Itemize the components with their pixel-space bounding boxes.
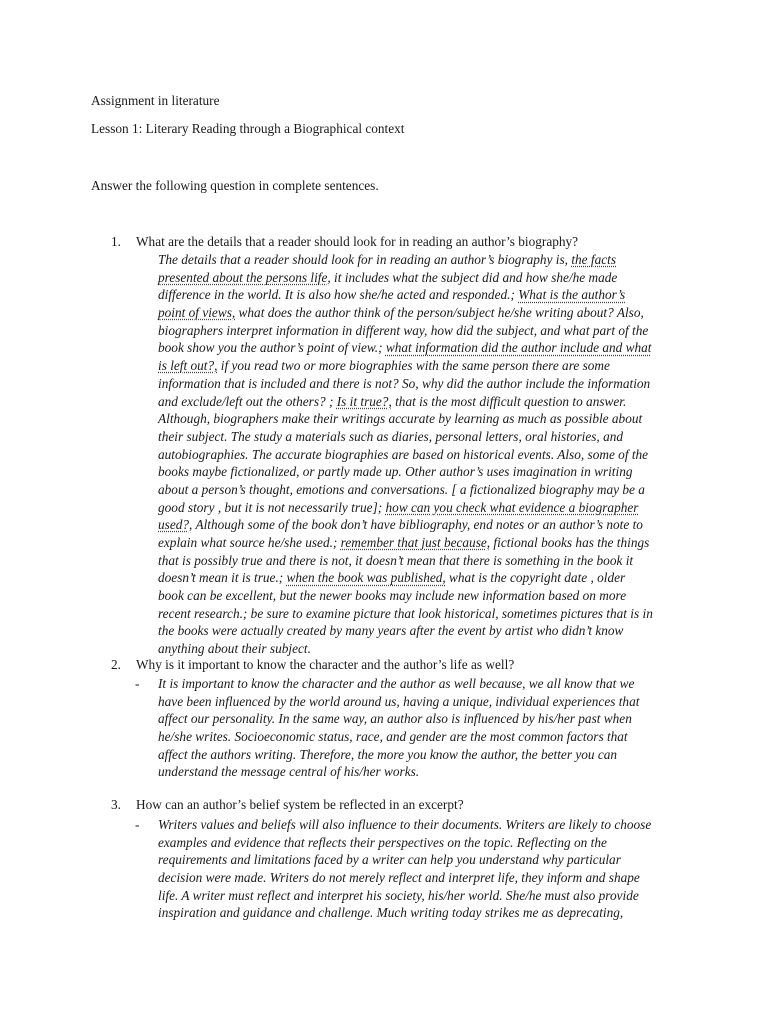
answer-text: if you read two or more biographies with the same person there are some bbox=[217, 358, 610, 374]
answer-text: book show you the author’s point of view.; bbox=[158, 340, 386, 356]
answer-text: good story , but it is not necessarily true]; bbox=[158, 499, 386, 515]
answer-line bbox=[158, 481, 688, 499]
answer-line bbox=[158, 887, 688, 905]
answer-text: have been influenced by the world around us, having a unique, individual experiences that bbox=[158, 693, 640, 709]
answer-line bbox=[158, 851, 688, 869]
underlined-phrase: presented about the persons life, bbox=[158, 269, 331, 285]
question-number: 1. bbox=[111, 234, 121, 249]
document-title: Assignment in literature bbox=[91, 93, 220, 108]
answer-line bbox=[158, 534, 688, 552]
answer-line bbox=[158, 446, 688, 464]
answer-text: what is the copyright date , older bbox=[445, 570, 626, 586]
question-number: 2. bbox=[111, 657, 121, 672]
answer-text: Although some of the book don’t have bibliography, end notes or an author’s note to bbox=[192, 517, 643, 533]
answer-line bbox=[158, 904, 688, 922]
answer-line bbox=[158, 816, 688, 834]
question-number: 3. bbox=[111, 797, 121, 812]
answer-3 bbox=[158, 816, 688, 922]
instruction-text: Answer the following question in complete sentences. bbox=[91, 178, 379, 193]
answer-line bbox=[158, 286, 688, 304]
answer-text: anything about their subject. bbox=[158, 641, 311, 657]
answer-text: the books were actually created by many years after the event by artist who didn’t know bbox=[158, 623, 624, 639]
answer-text: that is the most difficult question to answer. bbox=[391, 393, 627, 409]
answer-text: information that is included and there is not? So, why did the author include the information bbox=[158, 375, 651, 391]
question-3 bbox=[111, 797, 711, 813]
answer-line bbox=[158, 322, 688, 340]
answer-line bbox=[158, 869, 688, 887]
answer-line bbox=[158, 763, 688, 781]
underlined-phrase: remember that just because, bbox=[340, 535, 491, 550]
underlined-phrase: how can you check what evidence a biographer bbox=[385, 499, 639, 515]
question-text: What are the details that a reader should look for in reading an author’s biography? bbox=[136, 234, 579, 249]
answer-line bbox=[158, 640, 688, 658]
answer-line bbox=[158, 410, 688, 428]
question-text: Why is it important to know the character and the author’s life as well? bbox=[136, 657, 515, 672]
answer-bullet: - bbox=[135, 676, 140, 691]
underlined-phrase: used?, bbox=[158, 517, 193, 533]
answer-text: inspiration and guidance and challenge. Much writing today strikes me as deprecating, bbox=[158, 905, 624, 921]
answer-line bbox=[158, 428, 688, 446]
answer-text: autobiographies. The accurate biographies are based on historical events. Also, some of the bbox=[158, 446, 649, 462]
answer-text: book can be excellent, but the newer books may include new information based on more bbox=[158, 588, 627, 604]
answer-line bbox=[158, 622, 688, 640]
answer-text: Writers values and beliefs will also influence to their documents. Writers are likely to choose bbox=[158, 817, 652, 832]
answer-text: books maybe fictionalized, or partly made up. Other author’s uses imagination in writing bbox=[158, 464, 633, 480]
answer-text: decision were made. Writers do not merely reflect and interpret life, they inform and shape bbox=[158, 870, 640, 886]
answer-text: affect our personality. In the same way, an author also is influenced by his/her past when bbox=[158, 711, 632, 727]
answer-line bbox=[158, 746, 688, 764]
answer-text: recent research.; be sure to examine picture that look historical, sometimes pictures that is in bbox=[158, 605, 653, 621]
answer-line bbox=[158, 552, 688, 570]
answer-text: their subject. The study a materials such as diaries, personal letters, oral histories, and bbox=[158, 428, 624, 444]
answer-line bbox=[158, 393, 688, 411]
answer-text: Although, biographers make their writings accurate by learning as much as possible about bbox=[158, 411, 643, 427]
question-1 bbox=[111, 234, 711, 250]
answer-bullet: - bbox=[135, 817, 140, 832]
answer-text: what does the author think of the person/subject he/she writing about? Also, bbox=[235, 305, 644, 321]
answer-line bbox=[158, 675, 688, 693]
answer-text: examples and evidence that reflects their perspectives on the topic. Reflecting on the bbox=[158, 834, 607, 850]
answer-line bbox=[158, 251, 688, 269]
underlined-phrase: the facts bbox=[571, 252, 617, 267]
underlined-phrase: point of views, bbox=[158, 305, 236, 321]
answer-text: affect the authors writing. Therefore, the more you know the author, the better you can bbox=[158, 746, 618, 762]
answer-text: about a person’s thought, emotions and conversations. [ a fictionalized biography may be a bbox=[158, 481, 645, 497]
answer-line bbox=[158, 587, 688, 605]
answer-line bbox=[158, 710, 688, 728]
answer-text: it includes what the subject did and how she/he made bbox=[330, 269, 618, 285]
answer-text: doesn’t mean it is true.; bbox=[158, 570, 287, 586]
answer-text: requirements and limitations faced by a writer can help you understand why particular bbox=[158, 852, 621, 868]
underlined-phrase: What is the author’s bbox=[518, 287, 626, 303]
underlined-phrase: is left out?, bbox=[158, 358, 218, 374]
answer-2 bbox=[158, 675, 688, 781]
answer-line bbox=[158, 569, 688, 587]
answer-text: It is important to know the character and the author as well because, we all know that we bbox=[158, 676, 635, 691]
underlined-phrase: what information did the author include and what bbox=[385, 340, 652, 356]
answer-line bbox=[158, 499, 688, 517]
answer-text: understand the message central of his/her works. bbox=[158, 764, 420, 780]
question-text: How can an author’s belief system be reflected in an excerpt? bbox=[136, 797, 464, 812]
answer-text: biographers interpret information in different way, how did the subject, and what part of the bbox=[158, 322, 649, 338]
answer-text: The details that a reader should look for in reading an author’s biography is, bbox=[158, 252, 572, 267]
answer-line bbox=[158, 693, 688, 711]
lesson-title: Lesson 1: Literary Reading through a Biographical context bbox=[91, 121, 405, 136]
answer-line bbox=[158, 269, 688, 287]
answer-text: life. A writer must reflect and interpret his society, his/her world. She/he must also provide bbox=[158, 887, 639, 903]
answer-text: fictional books has the things bbox=[490, 535, 650, 550]
answer-text: and exclude/left out the others? ; bbox=[158, 393, 337, 409]
answer-line bbox=[158, 304, 688, 322]
answer-line bbox=[158, 834, 688, 852]
question-2 bbox=[111, 657, 711, 673]
answer-text: that is possibly true and there is not, it doesn’t mean that there is something in the book it bbox=[158, 552, 634, 568]
answer-line bbox=[158, 375, 688, 393]
answer-text: he/she writes. Socioeconomic status, race, and gender are the most common factors that bbox=[158, 729, 628, 745]
answer-line bbox=[158, 357, 688, 375]
answer-line bbox=[158, 605, 688, 623]
answer-line bbox=[158, 463, 688, 481]
answer-text: explain what source he/she used.; bbox=[158, 535, 341, 550]
answer-text: difference in the world. It is also how she/he acted and responded.; bbox=[158, 287, 519, 303]
answer-line bbox=[158, 728, 688, 746]
answer-line bbox=[158, 516, 688, 534]
answer-1 bbox=[158, 251, 688, 658]
underlined-phrase: when the book was published, bbox=[286, 570, 446, 586]
underlined-phrase: Is it true?, bbox=[336, 393, 392, 409]
answer-line bbox=[158, 339, 688, 357]
